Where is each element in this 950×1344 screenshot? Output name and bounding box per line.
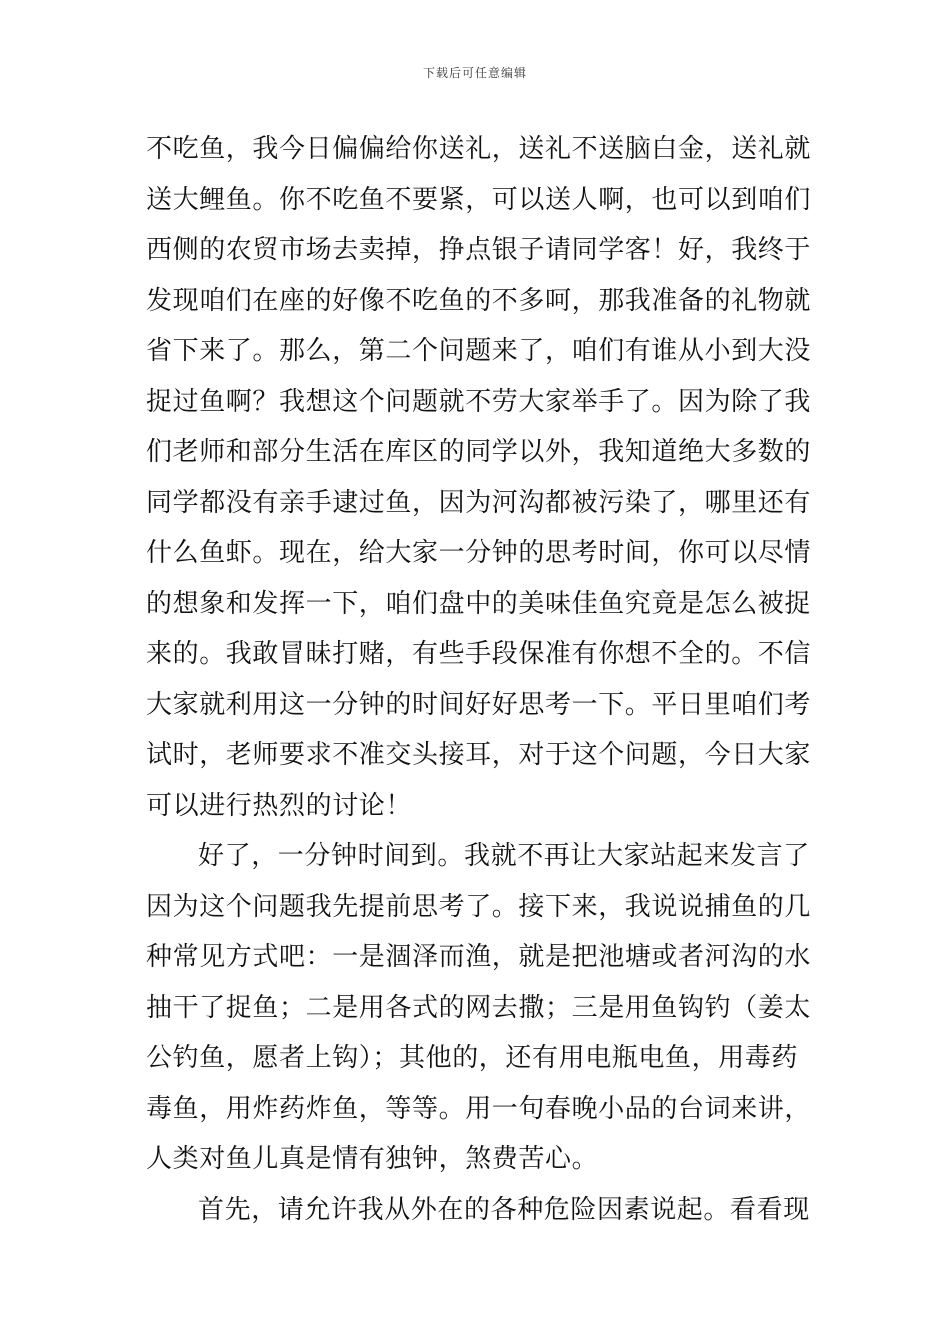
text-line: 省下来了。那么，第二个问题来了，咱们有谁从小到大没 [146, 336, 812, 366]
text-line: 不吃鱼，我今日偏偏给你送礼，送礼不送脑白金，送礼就 [146, 134, 812, 164]
text-line: 大家就利用这一分钟的时间好好思考一下。平日里咱们考 [146, 689, 812, 720]
text-line: 公钓鱼，愿者上钩）；其他的，还有用电瓶电鱼，用毒药 [146, 1043, 799, 1073]
text-line: 因为这个问题我先提前思考了。接下来，我说说捕鱼的几 [146, 891, 812, 922]
text-line: 试时，老师要求不准交头接耳，对于这个问题，今日大家 [146, 740, 812, 770]
text-line: 发现咱们在座的好像不吃鱼的不多呵，那我准备的礼物就 [146, 285, 812, 316]
text-line: 们老师和部分生活在库区的同学以外，我知道绝大多数的 [146, 437, 812, 467]
text-line: 抽干了捉鱼；二是用各式的网去撒；三是用鱼钩钓（姜太 [146, 992, 812, 1023]
text-line: 来的。我敢冒昧打赌，有些手段保准有你想不全的。不信 [146, 639, 812, 669]
text-line: 西侧的农贸市场去卖掉，挣点银子请同学客！好，我终于 [146, 235, 812, 265]
paragraph-first-line: 好了，一分钟时间到。我就不再让大家站起来发言了 [198, 841, 810, 871]
text-line: 捉过鱼啊？我想这个问题就不劳大家举手了。因为除了我 [146, 386, 812, 417]
text-line: 送大鲤鱼。你不吃鱼不要紧，可以送人啊，也可以到咱们 [146, 184, 812, 215]
text-line: 人类对鱼儿真是情有独钟，煞费苦心。 [146, 1144, 599, 1174]
document-body [146, 124, 811, 1235]
text-line: 的想象和发挥一下，咱们盘中的美味佳鱼究竟是怎么被捉 [146, 588, 812, 619]
page-header: 下载后可任意编辑 [422, 66, 527, 80]
text-line: 毒鱼，用炸药炸鱼，等等。用一句春晚小品的台词来讲， [146, 1093, 812, 1124]
text-line: 同学都没有亲手逮过鱼，因为河沟都被污染了，哪里还有 [146, 487, 812, 518]
text-line: 什么鱼虾。现在，给大家一分钟的思考时间，你可以尽情 [146, 538, 812, 568]
paragraph-first-line: 首先，请允许我从外在的各种危险因素说起。看看现 [198, 1194, 810, 1225]
text-line: 种常见方式吧：一是涸泽而渔，就是把池塘或者河沟的水 [146, 942, 812, 972]
text-line: 可以进行热烈的讨论！ [146, 790, 413, 821]
